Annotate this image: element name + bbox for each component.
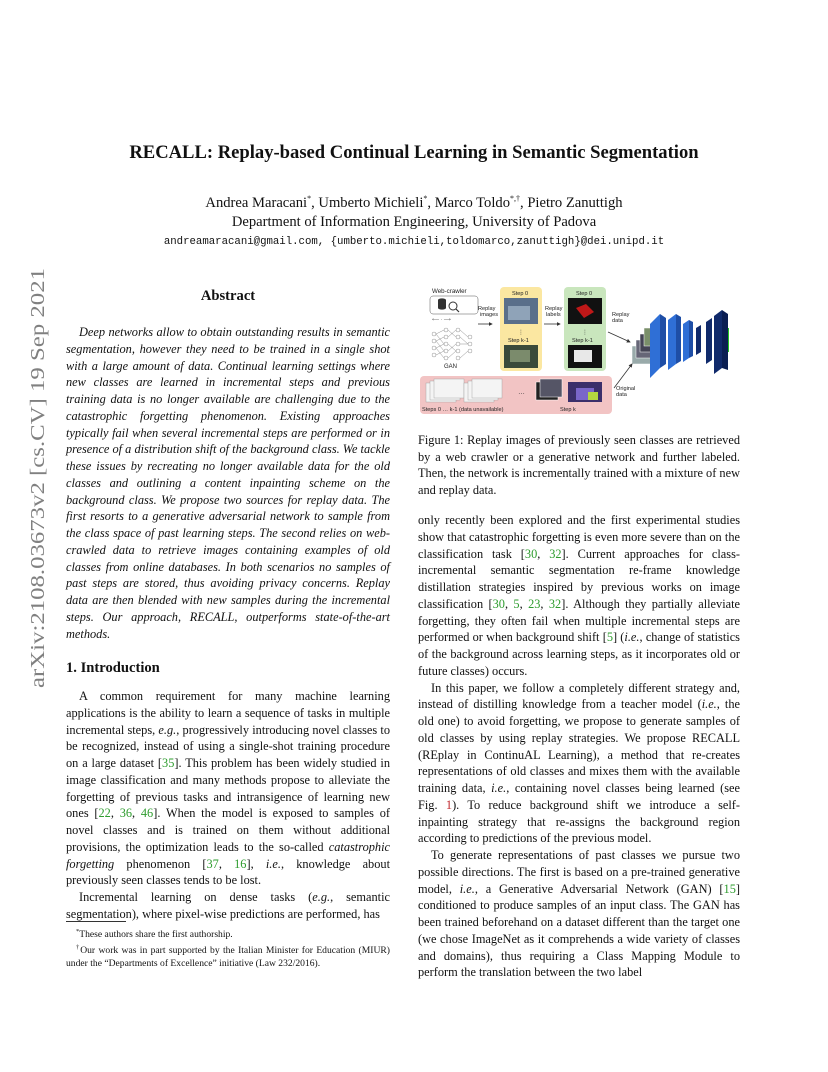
footnote-text: These authors share the first authorship.: [79, 929, 233, 941]
citation-link[interactable]: 37: [206, 856, 219, 871]
emphasized-text: i.e.: [491, 781, 507, 795]
text-run: In this paper, we follow a completely different strategy and, instead of distilling knowledge from a teacher model (: [418, 680, 740, 712]
text-run: ,: [519, 596, 529, 611]
stepk1-label: Step k-1: [572, 338, 593, 344]
emphasized-text: i.e.: [459, 881, 475, 896]
citation-link[interactable]: 32: [548, 596, 562, 611]
text-run: ]. Current approaches for class-incremental semantic segmentation re-frame knowledge distillation strategies inspired by previous works on image classification [: [418, 546, 740, 611]
text-run: ,: [537, 546, 550, 561]
arxiv-stamp: [22, 268, 52, 688]
vertical-dots: ⋮: [582, 330, 588, 336]
emphasized-text: e.g.: [312, 890, 331, 904]
ellipsis: …: [518, 389, 525, 396]
database-icon: [438, 298, 446, 309]
abstract-body: [66, 324, 390, 642]
citation-link[interactable]: 32: [549, 546, 562, 561]
text-run: ]. This problem has been widely studied in image classification and many methods propose to alleviate the forgetting of previous tasks and intransigence of learning new ones [: [66, 756, 390, 821]
stepk-label: Step k: [560, 407, 576, 413]
paragraph: [418, 512, 740, 680]
replay-data-label: Replay data: [612, 312, 630, 324]
footnote-divider: [66, 921, 126, 922]
citation-link[interactable]: 22: [98, 806, 111, 821]
author-mark: *: [423, 194, 428, 203]
citation-link[interactable]: 30: [524, 546, 538, 561]
emphasized-text: catastrophic forgetting: [66, 839, 390, 871]
emphasized-text: e.g.: [158, 722, 177, 737]
replay-images-label: Replay images: [478, 306, 499, 318]
text-run: , containing novel classes being learned (see Fig.: [418, 781, 740, 812]
or-separator: ⟵ · ⟶: [432, 317, 451, 323]
text-run: , the old one) to avoid forgetting, we propose to generate samples of old classes by using replay strategies. We propose RECALL (REplay in ContinuAL Learning), a method that re-creates representations of old classes and mixes them with the available training data,: [418, 697, 740, 795]
author-separator: ,: [520, 194, 528, 211]
text-run: ]. Although they partially alleviate forgetting, they often fail when multiple incremental steps are performed or when background shift [: [418, 596, 741, 645]
arrow-icon: [614, 364, 632, 388]
text-run: ,: [504, 596, 514, 611]
text-run: phenomenon [: [114, 856, 207, 871]
citation-link[interactable]: 46: [140, 806, 154, 821]
footnotes: [66, 926, 390, 970]
figure-reference-link[interactable]: 1: [445, 797, 453, 812]
text-run: ,: [218, 856, 235, 871]
footnote-mark: *: [76, 928, 80, 935]
paragraph: [418, 847, 740, 981]
paragraph: [66, 889, 390, 923]
citation-link[interactable]: 16: [234, 856, 247, 871]
author-name: Marco Toldo: [434, 194, 511, 211]
text-run: ],: [246, 856, 266, 871]
citation-link[interactable]: 15: [723, 881, 736, 896]
arrow-icon: [608, 332, 630, 342]
paper-title: RECALL: Replay-based Continual Learning in Semantic Segmentation: [129, 142, 699, 163]
emphasized-text: i.e.: [265, 856, 281, 871]
paragraph: [418, 680, 740, 848]
paragraph: [66, 688, 390, 889]
citation-link[interactable]: 30: [492, 596, 505, 611]
arxiv-stamp-text: arXiv:2108.03673v2 [cs.CV] 19 Sep 2021: [27, 340, 49, 688]
text-run: , change of statistics of the background across learning steps, as it incorporates old or future classes) occurs.: [418, 630, 740, 678]
citation-link[interactable]: 5: [606, 630, 613, 645]
text-run: Incremental learning on dense tasks (: [79, 890, 313, 904]
figure-caption: Figure 1: Replay images of previously seen classes are retrieved by a web crawler or a generative network and further labeled. Then, the network is incrementally trained with a mixture of new and replay data.: [418, 433, 740, 498]
text-run: ] (: [612, 630, 625, 645]
emphasized-text: i.e.: [624, 630, 640, 645]
current-step-images: [536, 379, 602, 402]
text-run: ,: [110, 806, 120, 821]
emphasized-text: i.e.: [701, 697, 717, 712]
footnote-text: Our work was in part supported by the Italian Minister for Education (MIUR) under the “Departments of Excellence” initiative (Law 232/2016).: [66, 945, 391, 969]
text-run: ). To reduce background shift we introduce a self-inpainting strategy that re-assigns the background region according to predictions of the previous model.: [418, 797, 741, 846]
abstract-text: Deep networks allow to obtain outstanding results in semantic segmentation, however they need to be trained in a single shot with a large amount of data. Continual learning settings where new classes are learned in incremental steps and previous training data is no longer available are challenging due to the catastrophic forgetting phenomenon. Existing approaches typically fail when several incremental steps are performed or in presence of a distribution shift of the background class. We tackle these issues by recreating no longer available data for the old classes and outlining a content inpainting scheme on the background class. We propose two sources for replay data. The first resorts to a generative adversarial network to sample from the class space of past learning steps. The second relies on web-crawled data to retrieve images containing examples of old classes from online databases. In both scenarios no samples of past steps are stored, thus avoiding privacy concerns. Replay data are then blended with new samples during the incremental steps. Our approach, RECALL, outperforms state-of-the-art methods.: [66, 325, 390, 641]
author-name: Andrea Maracani: [205, 194, 308, 211]
right-column-body: [418, 512, 740, 981]
text-run: , progressively introducing novel classes to be recognized, instead of using a single-shot training procedure on a large dataset [: [66, 722, 390, 770]
text-run: To generate representations of past classes we pursue two possible directions. The first is based on a pre-trained generative model,: [418, 848, 740, 896]
search-icon: [449, 302, 459, 312]
citation-link[interactable]: 23: [528, 596, 541, 611]
citation-link[interactable]: 36: [119, 806, 133, 821]
text-run: only recently been explored and the first experimental studies show that catastrophic forgetting is even more severe than on the classification task [: [418, 513, 740, 561]
gan-network-icon: [432, 328, 472, 360]
affiliation: Department of Information Engineering, University of Padova: [231, 214, 597, 230]
abstract-heading: Abstract: [200, 288, 256, 304]
web-crawler-label: Web-crawler: [432, 288, 467, 295]
citation-link[interactable]: 35: [162, 756, 175, 770]
segmentation-network-diagram: [650, 310, 729, 378]
text-run: , semantic segmentation), where pixel-wise predictions are performed, has: [66, 890, 390, 921]
text-run: ] conditioned to produce samples of an input class. The GAN has been trained beforehand on a dataset different than the target one (we chose ImageNet as it comprehends a wide variety of classes and domains), thus requiring a Class Mapping Module to perform the translation between the two label: [418, 881, 740, 980]
step0-label: Step 0: [512, 291, 529, 297]
footnote: [66, 926, 390, 942]
text-run: ]. When the model is exposed to samples of novel classes and is trained on them without additional provisions, the optimization leads to the so-called: [66, 806, 390, 854]
author-mark: *: [307, 194, 312, 203]
web-crawler-box: [430, 296, 478, 314]
original-data-label: Original data: [616, 386, 636, 398]
footnote-mark: †: [76, 943, 81, 951]
citation-link[interactable]: 5: [513, 596, 520, 611]
step0-label: Step 0: [576, 291, 593, 297]
text-run: ,: [540, 596, 549, 611]
vertical-dots: ⋮: [518, 330, 524, 336]
steps-unavailable-label: Steps 0 … k-1 (data unavailable): [422, 407, 504, 413]
stepk1-label: Step k-1: [508, 338, 529, 344]
text-run: , knowledge about previously seen classes tends to be lost.: [66, 856, 391, 888]
text-run: A common requirement for many machine learning applications is the ability to learn a sequence of tasks in multiple incremental steps,: [66, 689, 390, 737]
figure-1: [418, 284, 740, 416]
text-run: ,: [132, 806, 141, 821]
introduction-heading: 1. Introduction: [66, 660, 160, 676]
author-list: [60, 194, 768, 212]
text-run: , a Generative Adversarial Network (GAN) [: [474, 881, 724, 896]
author-name: Umberto Michieli: [318, 194, 424, 211]
author-emails: andreamaracani@gmail.com, {umberto.michieli,toldomarco,zanuttigh}@dei.unipd.it: [163, 236, 665, 248]
footnote: [66, 942, 390, 971]
author-name: Pietro Zanuttigh: [527, 194, 623, 211]
author-mark: *,†: [510, 194, 521, 203]
replay-labels-label: Replay labels: [545, 306, 563, 318]
author-separator: ,: [311, 194, 319, 211]
unavailable-data-stack: [426, 379, 502, 402]
gan-label: GAN: [444, 364, 458, 370]
author-separator: ,: [427, 194, 435, 211]
introduction-body: [66, 688, 390, 923]
